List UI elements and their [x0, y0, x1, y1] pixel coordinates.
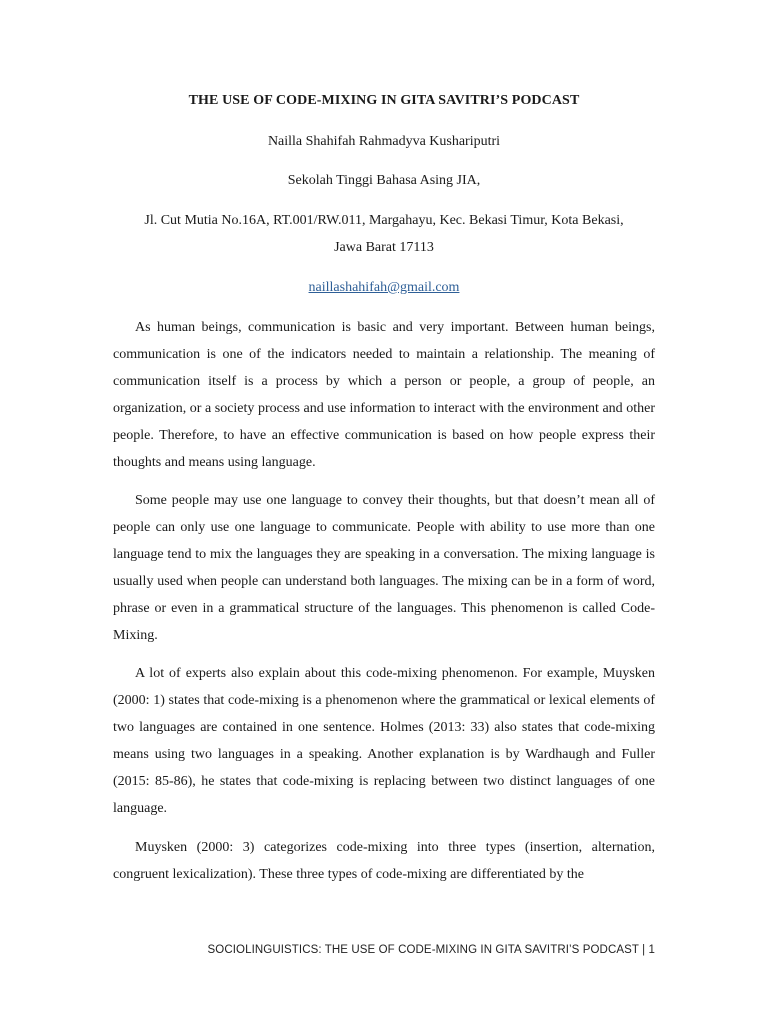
page-footer: SOCIOLINGUISTICS: THE USE OF CODE-MIXING IN GITA SAVITRI’S PODCAST | 1: [207, 944, 655, 956]
author-name: Nailla Shahifah Rahmadyva Kushariputri: [267, 134, 501, 149]
email-link[interactable]: naillashahifah@gmail.com: [308, 280, 460, 295]
body-paragraph-3: A lot of experts also explain about this code-mixing phenomenon. For example, Muysken (2000: 1) states that code-mixing is a phenomenon where the grammatical or lexical elements of two languages are contained in one sentence. Holmes (2013: 33) also states that code-mixing means using two languages in a speaking. Another explanation is by Wardhaugh and Fuller (2015: 85-86), he states that code-mixing is replacing between two distinct languages of one language.: [113, 666, 655, 816]
body-paragraph-2: Some people may use one language to convey their thoughts, but that doesn’t mean all of people can only use one language to communicate. People with ability to use more than one language tend to mix the languages they are speaking in a conversation. The mixing language is usually used when people can understand both languages. The mixing can be in a form of word, phrase or even in a grammatical structure of the languages. This phenomenon is called Code-Mixing.: [113, 493, 655, 643]
address-line-1: Jl. Cut Mutia No.16A, RT.001/RW.011, Margahayu, Kec. Bekasi Timur, Kota Bekasi,: [144, 213, 624, 228]
body-paragraph-1: As human beings, communication is basic and very important. Between human beings, communication is one of the indicators needed to maintain a relationship. The meaning of communication itself is a process by which a person or people, a group of people, an organization, or a society process and use information to interact with the environment and other people. Therefore, to have an effective communication is based on how people express their thoughts and means using language.: [113, 320, 655, 470]
address-line-2: Jawa Barat 17113: [334, 240, 434, 255]
paper-title: THE USE OF CODE-MIXING IN GITA SAVITRI’S PODCAST: [188, 93, 580, 108]
institution: Sekolah Tinggi Bahasa Asing JIA,: [287, 173, 481, 188]
body-paragraph-4: Muysken (2000: 3) categorizes code-mixing into three types (insertion, alternation, congruent lexicalization). These three types of code-mixing are differentiated by the: [113, 840, 655, 882]
